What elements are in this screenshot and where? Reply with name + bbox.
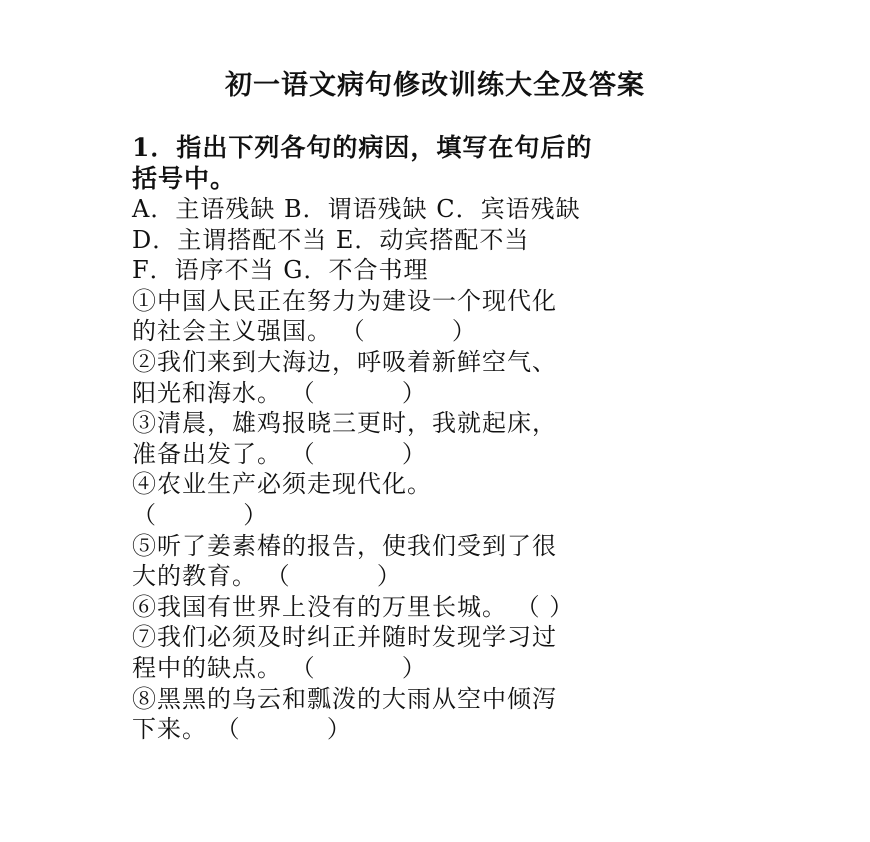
options-line-2: D．主谓搭配不当 E．动宾搭配不当 <box>132 225 530 254</box>
question-2-line-2: 阳光和海水。 （ ） <box>132 378 427 407</box>
question-3-line-1: ③清晨，雄鸡报晓三更时，我就起床， <box>132 409 557 438</box>
exercise-section <box>132 132 742 745</box>
question-1-line-1: ①中国人民正在努力为建设一个现代化 <box>132 286 557 315</box>
question-8-line-1: ⑧黑黑的乌云和瓢泼的大雨从空中倾泻 <box>132 684 557 713</box>
question-8-line-2: 下来。 （ ） <box>132 715 352 744</box>
question-1-line-2: 的社会主义强国。 （ ） <box>132 317 477 346</box>
options-line-3: F．语序不当 G．不合书理 <box>132 256 429 285</box>
question-6-line-1: ⑥我国有世界上没有的万里长城。 （ ） <box>132 592 575 621</box>
question-4-line-1: ④农业生产必须走现代化。 <box>132 470 432 499</box>
question-3-line-2: 准备出发了。 （ ） <box>132 439 427 468</box>
question-7-line-1: ⑦我们必须及时纠正并随时发现学习过 <box>132 623 557 652</box>
options-line-1: A．主语残缺 B．谓语残缺 C．宾语残缺 <box>132 195 581 223</box>
section-heading-line-2: 括号中。 <box>132 164 237 193</box>
document-title: 初一语文病句修改训练大全及答案 <box>225 70 645 101</box>
section-heading-line-1: 1．指出下列各句的病因，填写在句后的 <box>132 133 593 162</box>
question-7-line-2: 程中的缺点。 （ ） <box>132 653 427 682</box>
question-4-line-2: （ ） <box>132 500 269 529</box>
question-2-line-1: ②我们来到大海边，呼吸着新鲜空气、 <box>132 347 557 376</box>
question-5-line-1: ⑤听了姜素椿的报告，使我们受到了很 <box>132 531 557 560</box>
question-5-line-2: 大的教育。 （ ） <box>132 562 402 591</box>
